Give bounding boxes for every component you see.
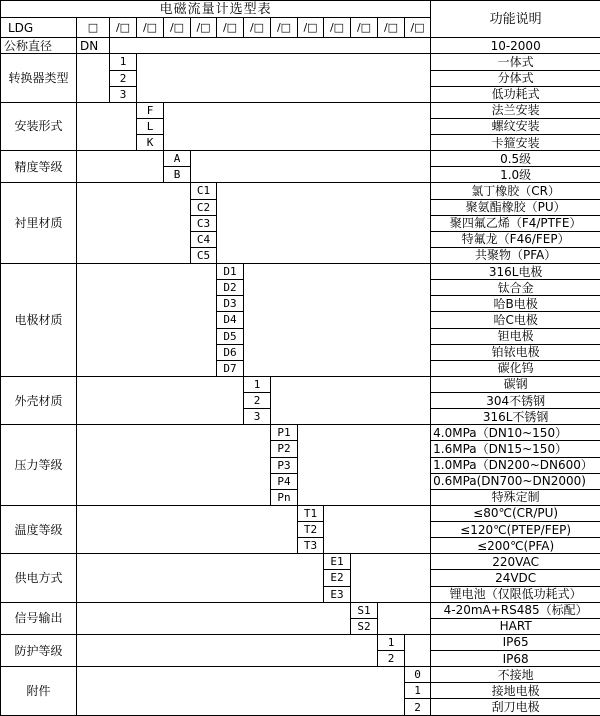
function-cell: 共聚物（PFA） — [431, 247, 600, 263]
code-cell: 2 — [378, 651, 405, 667]
code-cell: L — [137, 118, 164, 134]
function-cell: 聚氨酯橡胶（PU） — [431, 199, 600, 215]
table-row — [1, 264, 600, 280]
function-cell: 卡箍安装 — [431, 135, 600, 151]
page-title: 电磁流量计选型表 — [1, 1, 431, 18]
function-cell: 碳钢 — [431, 376, 600, 392]
empty-cell — [405, 634, 431, 666]
dn-function-cell: 10-2000 — [431, 38, 600, 54]
category-label: 附件 — [1, 667, 77, 716]
function-cell: HART — [431, 618, 600, 634]
model-slash-box-cell: /□ — [378, 18, 405, 38]
empty-cell — [77, 554, 324, 602]
code-cell: T2 — [298, 522, 324, 538]
title-row — [1, 1, 600, 18]
function-cell: 0.5级 — [431, 151, 600, 167]
function-cell: 锂电池（仅限低功耗式） — [431, 586, 600, 602]
table-row — [1, 102, 600, 118]
function-cell: 哈B电极 — [431, 296, 600, 312]
model-slash-box-cell: /□ — [405, 18, 431, 38]
code-cell: 1 — [110, 54, 137, 70]
category-label: 温度等级 — [1, 505, 77, 553]
code-cell: T1 — [298, 505, 324, 521]
function-cell: 螺纹安装 — [431, 118, 600, 134]
empty-cell — [351, 554, 431, 602]
code-cell: D2 — [217, 280, 244, 296]
code-cell: 3 — [110, 86, 137, 102]
table-row — [1, 54, 600, 70]
code-cell: F — [137, 102, 164, 118]
table-row — [1, 376, 600, 392]
code-cell: P4 — [271, 473, 298, 489]
table-row — [1, 425, 600, 441]
category-label: 精度等级 — [1, 151, 77, 183]
code-cell: B — [164, 167, 191, 183]
model-slash-box-cell: /□ — [244, 18, 271, 38]
code-cell: P3 — [271, 457, 298, 473]
empty-cell — [324, 505, 431, 553]
function-cell: 分体式 — [431, 70, 600, 86]
table-row — [1, 151, 600, 167]
code-cell: 1 — [244, 376, 271, 392]
empty-cell — [217, 183, 431, 264]
function-cell: 铂铱电极 — [431, 344, 600, 360]
table-row — [1, 554, 600, 570]
function-cell: 哈C电极 — [431, 312, 600, 328]
code-cell: P1 — [271, 425, 298, 441]
empty-cell — [77, 264, 217, 377]
function-cell: 1.0MPa（DN200~DN600） — [431, 457, 600, 473]
dn-label: 公称直径 — [1, 38, 77, 54]
code-cell: 1 — [405, 683, 431, 699]
category-label: 安装形式 — [1, 102, 77, 150]
code-cell: 2 — [244, 393, 271, 409]
empty-cell — [244, 264, 431, 377]
code-cell: T3 — [298, 538, 324, 554]
function-cell: 304不锈钢 — [431, 393, 600, 409]
function-cell: 4.0MPa（DN10~150） — [431, 425, 600, 441]
model-prefix: LDG — [1, 18, 77, 38]
function-cell: 1.6MPa（DN15~150） — [431, 441, 600, 457]
function-cell: 低功耗式 — [431, 86, 600, 102]
model-slash-box-cell: /□ — [110, 18, 137, 38]
function-cell: 聚四氟乙烯（F4/PTFE） — [431, 215, 600, 231]
table-row — [1, 505, 600, 521]
code-cell: E1 — [324, 554, 351, 570]
category-label: 压力等级 — [1, 425, 77, 506]
code-cell: E3 — [324, 586, 351, 602]
model-slash-box-cell: /□ — [271, 18, 298, 38]
function-cell: ≤200℃(PFA) — [431, 538, 600, 554]
function-cell: 316L不锈钢 — [431, 409, 600, 425]
empty-cell — [271, 376, 431, 424]
code-cell: C2 — [191, 199, 217, 215]
table-row — [1, 667, 600, 683]
code-cell: S1 — [351, 602, 378, 618]
code-cell: 3 — [244, 409, 271, 425]
empty-cell — [77, 183, 191, 264]
model-box-cell: □ — [77, 18, 110, 38]
category-label: 外壳材质 — [1, 376, 77, 424]
function-cell: 氯丁橡胶（CR） — [431, 183, 600, 199]
function-cell: 接地电极 — [431, 683, 600, 699]
dn-code-cell: DN — [77, 38, 110, 54]
empty-cell — [77, 602, 351, 634]
code-cell: D4 — [217, 312, 244, 328]
empty-cell — [77, 667, 405, 716]
function-cell: ≤80℃(CR/PU) — [431, 505, 600, 521]
function-cell: 碳化钨 — [431, 360, 600, 376]
function-cell: 一体式 — [431, 54, 600, 70]
model-slash-box-cell: /□ — [191, 18, 217, 38]
code-cell: D3 — [217, 296, 244, 312]
model-slash-box-cell: /□ — [217, 18, 244, 38]
empty-cell — [77, 102, 137, 150]
empty-cell — [77, 151, 164, 183]
code-cell: C3 — [191, 215, 217, 231]
category-label: 供电方式 — [1, 554, 77, 602]
function-cell: 特氟龙（F46/FEP） — [431, 231, 600, 247]
empty-cell — [191, 151, 431, 183]
function-cell: 220VAC — [431, 554, 600, 570]
function-column-header: 功能说明 — [431, 1, 600, 38]
model-slash-box-cell: /□ — [298, 18, 324, 38]
empty-cell — [164, 102, 431, 150]
code-cell: K — [137, 135, 164, 151]
model-slash-box-cell: /□ — [324, 18, 351, 38]
function-cell: 钽电极 — [431, 328, 600, 344]
code-cell: S2 — [351, 618, 378, 634]
function-cell: 钛合金 — [431, 280, 600, 296]
empty-cell — [137, 54, 431, 102]
code-cell: D6 — [217, 344, 244, 360]
model-slash-box-cell: /□ — [351, 18, 378, 38]
empty-cell — [77, 54, 110, 102]
empty-cell — [77, 425, 271, 506]
empty-cell — [378, 602, 431, 634]
category-label: 衬里材质 — [1, 183, 77, 264]
function-cell: 法兰安装 — [431, 102, 600, 118]
empty-cell — [77, 505, 298, 553]
category-label: 信号输出 — [1, 602, 77, 634]
function-cell: 24VDC — [431, 570, 600, 586]
code-cell: A — [164, 151, 191, 167]
code-cell: P2 — [271, 441, 298, 457]
code-cell: D7 — [217, 360, 244, 376]
code-cell: Pn — [271, 489, 298, 505]
function-cell: ≤120℃(PTEP/FEP) — [431, 522, 600, 538]
code-cell: D1 — [217, 264, 244, 280]
function-cell: 0.6MPa(DN700~DN2000) — [431, 473, 600, 489]
function-cell: 刮刀电极 — [431, 699, 600, 716]
function-cell: 特殊定制 — [431, 489, 600, 505]
category-label: 防护等级 — [1, 634, 77, 666]
code-cell: D5 — [217, 328, 244, 344]
category-label: 电极材质 — [1, 264, 77, 377]
code-cell: 2 — [405, 699, 431, 716]
code-cell: E2 — [324, 570, 351, 586]
table-row — [1, 183, 600, 199]
code-cell: C5 — [191, 247, 217, 263]
function-cell: IP68 — [431, 651, 600, 667]
code-cell: 2 — [110, 70, 137, 86]
function-cell: 4-20mA+RS485（标配） — [431, 602, 600, 618]
code-cell: 1 — [378, 634, 405, 650]
table-row — [1, 602, 600, 618]
empty-cell — [110, 38, 431, 54]
function-cell: 不接地 — [431, 667, 600, 683]
table-row — [1, 634, 600, 650]
code-cell: C1 — [191, 183, 217, 199]
empty-cell — [77, 634, 378, 666]
category-label: 转换器类型 — [1, 54, 77, 102]
model-slash-box-cell: /□ — [164, 18, 191, 38]
model-slash-box-cell: /□ — [137, 18, 164, 38]
function-cell: 316L电极 — [431, 264, 600, 280]
function-cell: IP65 — [431, 634, 600, 650]
code-cell: C4 — [191, 231, 217, 247]
code-cell: 0 — [405, 667, 431, 683]
empty-cell — [298, 425, 431, 506]
empty-cell — [77, 376, 244, 424]
function-cell: 1.0级 — [431, 167, 600, 183]
dn-row — [1, 38, 600, 54]
